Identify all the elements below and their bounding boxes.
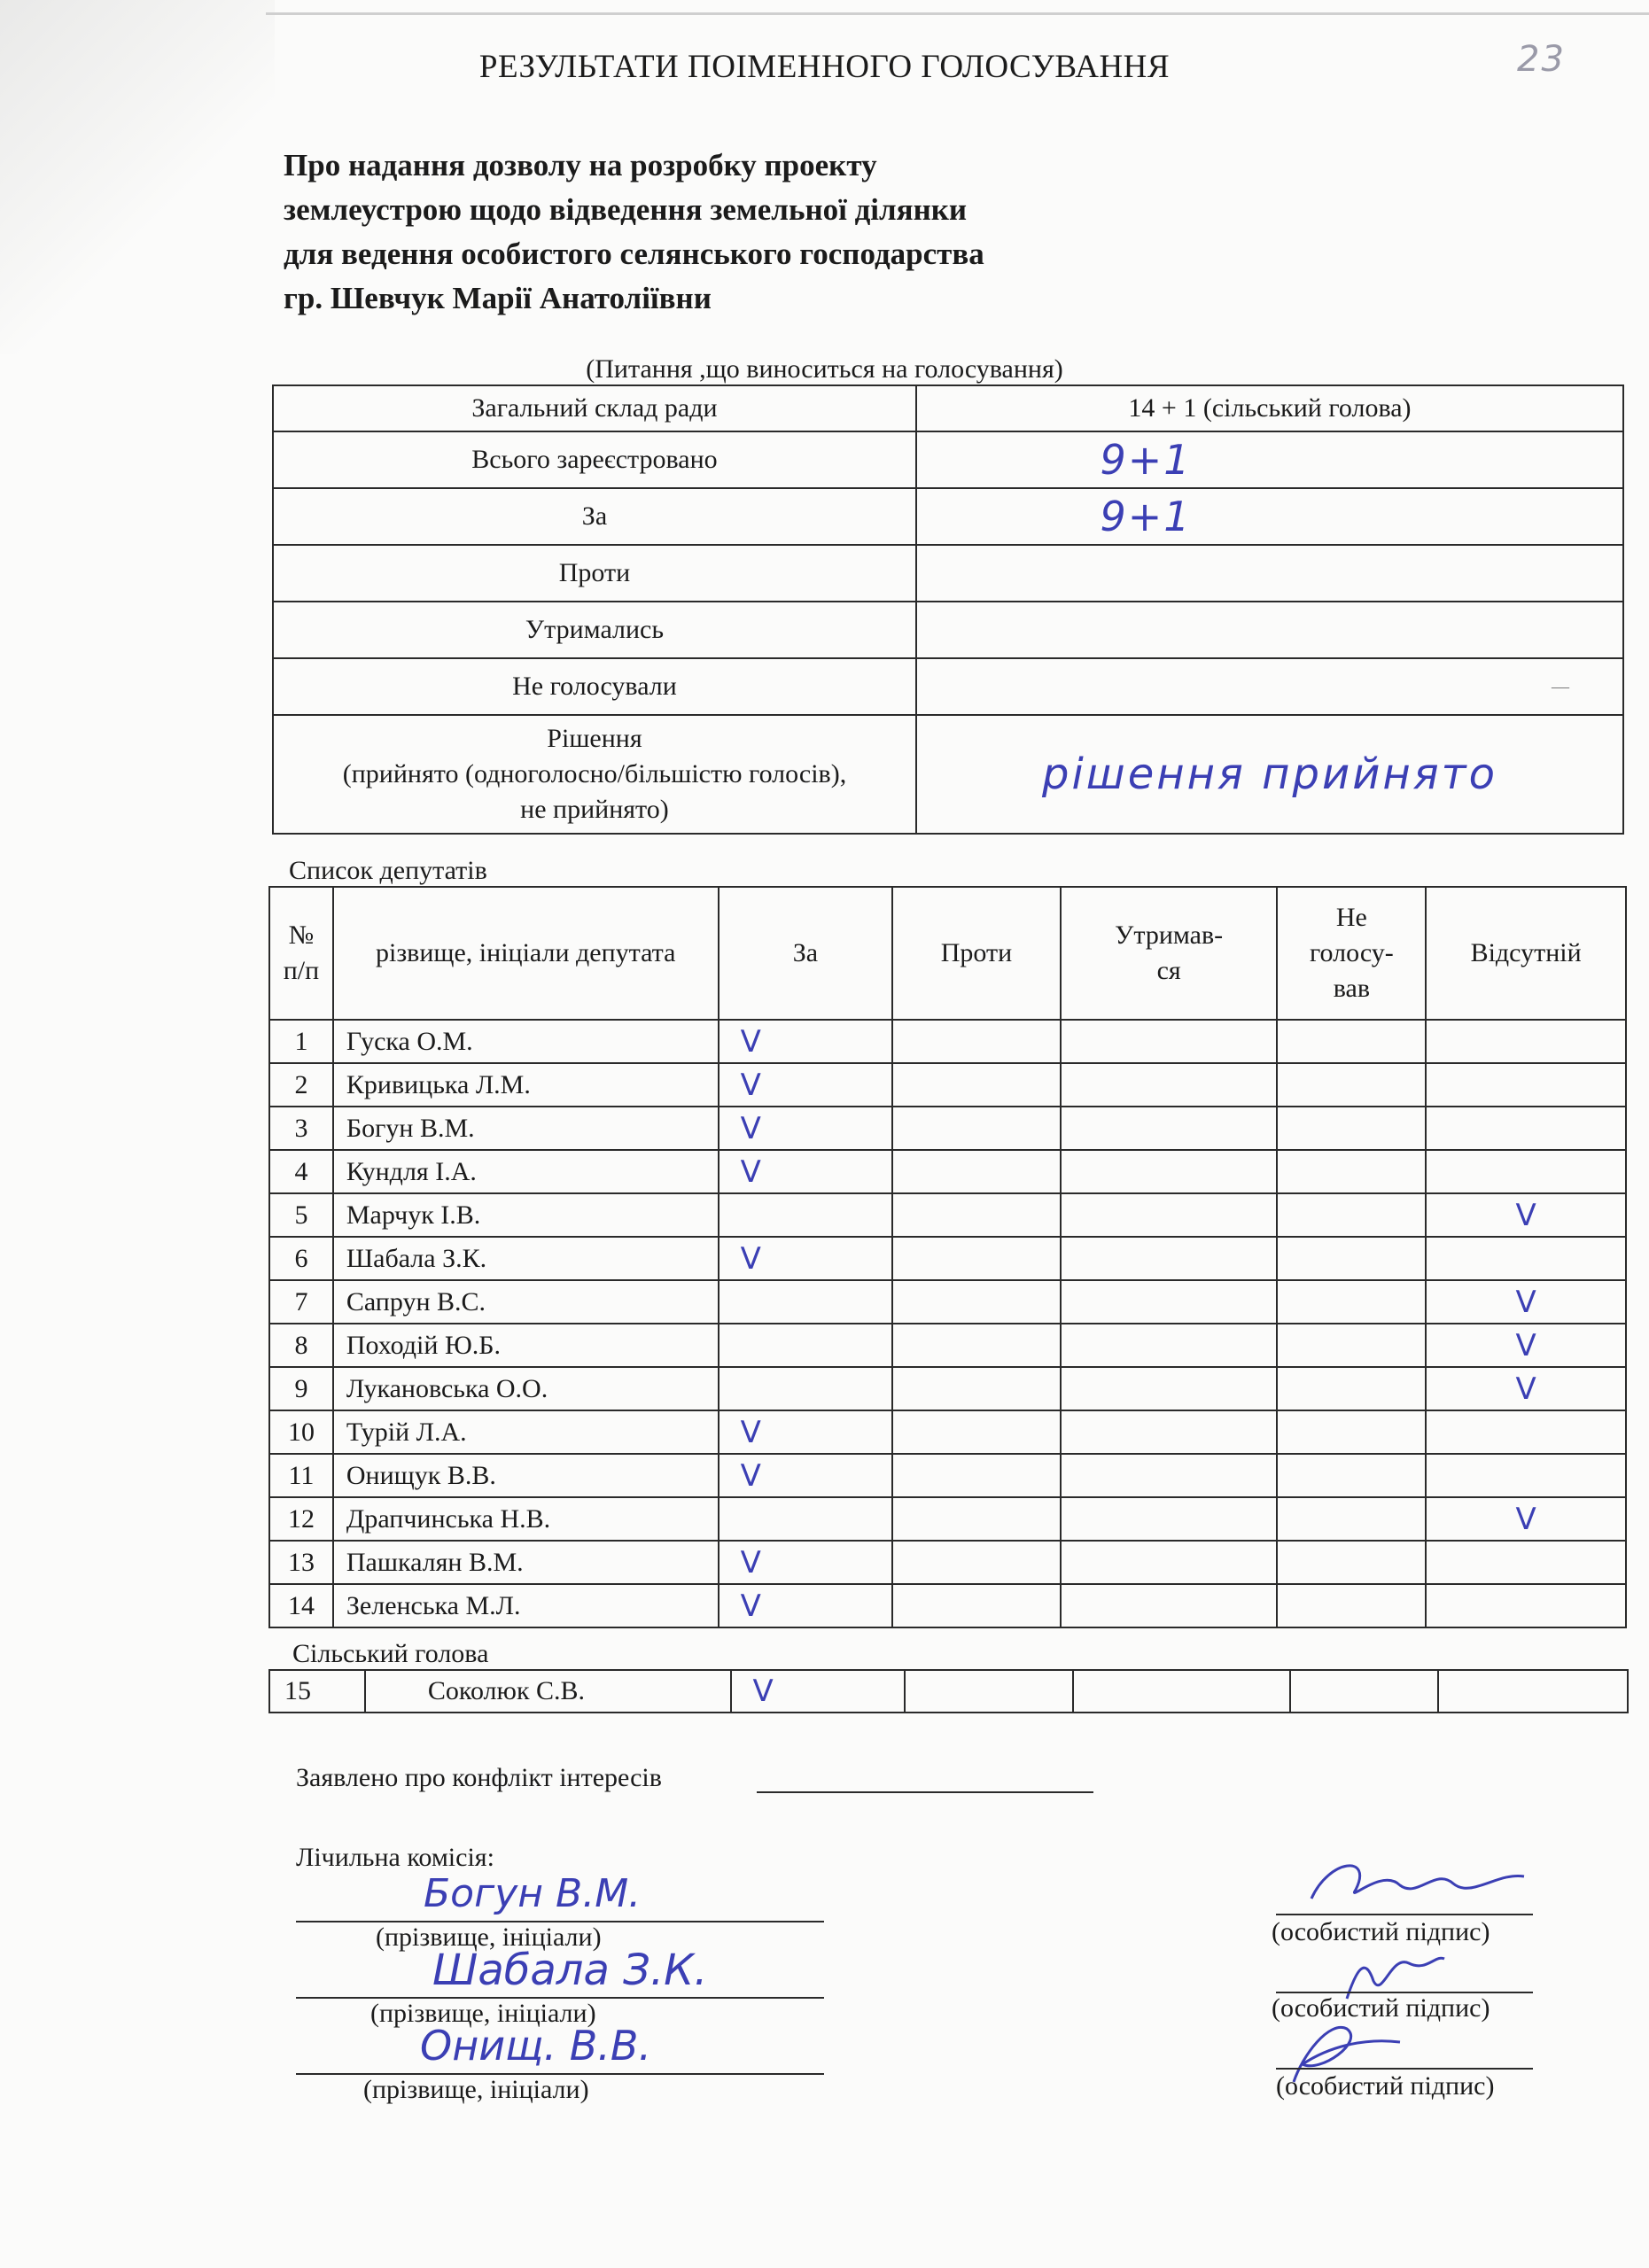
check-mark-icon: V — [740, 1414, 761, 1450]
vote-cell-not-voted — [1277, 1237, 1426, 1280]
summary-row — [273, 658, 1623, 715]
stray-mark: — — [1552, 677, 1569, 696]
deputy-row — [269, 1280, 1626, 1324]
vote-cell-for — [719, 1193, 893, 1237]
summary-row — [273, 385, 1623, 431]
subject-line: Про надання дозволу на розробку проекту — [284, 148, 877, 183]
head-cell — [1438, 1670, 1628, 1713]
vote-cell-absent — [1426, 1020, 1626, 1063]
deputy-num: 14 — [269, 1584, 333, 1627]
decision-label-line: Рішення — [547, 724, 642, 753]
deputy-name: Лукановська О.О. — [333, 1367, 719, 1410]
check-mark-icon: V — [1515, 1284, 1536, 1320]
head-for-cell — [731, 1670, 906, 1713]
deputy-row — [269, 1150, 1626, 1193]
name-caption: (прізвище, ініціали) — [376, 1922, 602, 1952]
handwritten-for-count: 9+1 — [1100, 493, 1192, 540]
vote-cell-abstained — [1061, 1454, 1278, 1497]
vote-cell-abstained — [1061, 1324, 1278, 1367]
decision-value-cell — [916, 715, 1623, 834]
vote-cell-for — [719, 1410, 893, 1454]
deputy-name: Пашкалян В.М. — [333, 1541, 719, 1584]
deputy-num: 6 — [269, 1237, 333, 1280]
vote-cell-for — [719, 1020, 893, 1063]
header-text: Не — [1335, 903, 1367, 932]
vote-cell-for — [719, 1280, 893, 1324]
deputy-num: 4 — [269, 1150, 333, 1193]
check-mark-icon: V — [740, 1023, 761, 1060]
vote-cell-absent — [1426, 1063, 1626, 1107]
vote-cell-absent — [1426, 1367, 1626, 1410]
check-mark-icon: V — [1515, 1501, 1536, 1537]
deputy-name: Зеленська М.Л. — [333, 1584, 719, 1627]
commission-name-handwritten: Шабала З.К. — [432, 1946, 708, 1995]
vote-cell-not-voted — [1277, 1020, 1426, 1063]
vote-cell-for — [719, 1454, 893, 1497]
deputies-caption: Список депутатів — [289, 856, 487, 885]
deputy-row — [269, 1063, 1626, 1107]
head-cell — [905, 1670, 1073, 1713]
deputy-num: 7 — [269, 1280, 333, 1324]
summary-label: Всього зареєстровано — [273, 431, 916, 488]
name-caption: (прізвище, ініціали) — [363, 2075, 589, 2104]
deputy-name: Кундля І.А. — [333, 1150, 719, 1193]
vote-cell-against — [892, 1541, 1061, 1584]
handwritten-registered: 9+1 — [1100, 436, 1192, 484]
decision-label-line: не прийнято) — [520, 795, 669, 824]
vote-cell-for — [719, 1237, 893, 1280]
vote-cell-not-voted — [1277, 1063, 1426, 1107]
head-cell — [1290, 1670, 1439, 1713]
commission-name-handwritten: Богун В.М. — [424, 1871, 642, 1916]
signature-caption: (особистий підпис) — [1272, 1917, 1490, 1946]
header-text: вав — [1333, 974, 1370, 1003]
vote-cell-for — [719, 1324, 893, 1367]
check-mark-icon: V — [740, 1153, 761, 1190]
vote-cell-abstained — [1061, 1237, 1278, 1280]
deputy-rows — [269, 1020, 1626, 1627]
deputy-row — [269, 1541, 1626, 1584]
vote-cell-absent — [1426, 1150, 1626, 1193]
summary-value-cell — [916, 431, 1623, 488]
vote-cell-against — [892, 1584, 1061, 1627]
vote-cell-not-voted — [1277, 1410, 1426, 1454]
vote-cell-not-voted — [1277, 1584, 1426, 1627]
deputy-row — [269, 1454, 1626, 1497]
resolution-subject — [284, 144, 1258, 321]
deputy-row — [269, 1107, 1626, 1150]
deputy-row — [269, 1367, 1626, 1410]
summary-label: За — [273, 488, 916, 545]
vote-cell-abstained — [1061, 1541, 1278, 1584]
summary-decision-row — [273, 715, 1623, 834]
header-text: п/п — [283, 956, 320, 985]
header-text: голосу- — [1309, 938, 1394, 967]
summary-label: Утримались — [273, 602, 916, 658]
vote-cell-for — [719, 1150, 893, 1193]
vote-cell-against — [892, 1193, 1061, 1237]
deputy-num: 8 — [269, 1324, 333, 1367]
deputy-row — [269, 1497, 1626, 1541]
vote-cell-not-voted — [1277, 1280, 1426, 1324]
commission-label: Лічильна комісія: — [296, 1843, 494, 1872]
vote-cell-abstained — [1061, 1150, 1278, 1193]
conflict-blank-line — [757, 1791, 1093, 1793]
col-header-against: Проти — [892, 887, 1061, 1020]
col-header-not-voted — [1277, 887, 1426, 1020]
summary-row — [273, 488, 1623, 545]
summary-label: Проти — [273, 545, 916, 602]
head-row — [269, 1670, 1628, 1713]
deputies-vote-table — [268, 886, 1627, 1628]
check-mark-icon: V — [740, 1544, 761, 1581]
header-text: ся — [1156, 956, 1181, 985]
deputy-num: 10 — [269, 1410, 333, 1454]
vote-cell-abstained — [1061, 1193, 1278, 1237]
subject-line: гр. Шевчук Марії Анатоліївни — [284, 281, 712, 315]
deputy-num: 12 — [269, 1497, 333, 1541]
deputy-row — [269, 1324, 1626, 1367]
check-mark-icon: V — [740, 1110, 761, 1146]
signature-scribble — [1294, 1850, 1533, 1912]
deputy-name: Онищук В.В. — [333, 1454, 719, 1497]
vote-cell-against — [892, 1324, 1061, 1367]
decision-label-line: (прийнято (одноголосно/більшістю голосів), — [342, 759, 847, 788]
vote-cell-absent — [1426, 1280, 1626, 1324]
summary-row — [273, 602, 1623, 658]
deputy-num: 5 — [269, 1193, 333, 1237]
deputy-name: Марчук І.В. — [333, 1193, 719, 1237]
deputy-row — [269, 1584, 1626, 1627]
vote-cell-not-voted — [1277, 1107, 1426, 1150]
vote-cell-absent — [1426, 1497, 1626, 1541]
summary-value-cell — [916, 658, 1623, 715]
vote-cell-absent — [1426, 1584, 1626, 1627]
vote-cell-for — [719, 1541, 893, 1584]
deputy-num: 2 — [269, 1063, 333, 1107]
deputy-name: Гуска О.М. — [333, 1020, 719, 1063]
deputy-num: 1 — [269, 1020, 333, 1063]
vote-cell-abstained — [1061, 1584, 1278, 1627]
document-title: РЕЗУЛЬТАТИ ПОІМЕННОГО ГОЛОСУВАННЯ — [478, 49, 1171, 85]
check-mark-icon: V — [740, 1457, 761, 1494]
vote-cell-not-voted — [1277, 1541, 1426, 1584]
subject-line: землеустрою щодо відведення земельної ділянки — [284, 192, 968, 227]
vote-cell-absent — [1426, 1193, 1626, 1237]
deputy-num: 13 — [269, 1541, 333, 1584]
deputy-num: 11 — [269, 1454, 333, 1497]
deputy-num: 3 — [269, 1107, 333, 1150]
col-header-absent: Відсутній — [1426, 887, 1626, 1020]
vote-cell-for — [719, 1584, 893, 1627]
vote-cell-against — [892, 1237, 1061, 1280]
vote-cell-not-voted — [1277, 1454, 1426, 1497]
vote-cell-against — [892, 1280, 1061, 1324]
header-text: № — [288, 920, 315, 950]
vote-cell-for — [719, 1497, 893, 1541]
vote-summary-table — [272, 384, 1624, 835]
scan-edge-line — [266, 12, 1649, 15]
vote-cell-not-voted — [1277, 1324, 1426, 1367]
summary-label: Не голосували — [273, 658, 916, 715]
vote-cell-abstained — [1061, 1107, 1278, 1150]
deputy-name: Сапрун В.С. — [333, 1280, 719, 1324]
col-header-num — [269, 887, 333, 1020]
summary-value — [916, 602, 1623, 658]
deputy-name: Драпчинська Н.В. — [333, 1497, 719, 1541]
deputy-name: Богун В.М. — [333, 1107, 719, 1150]
signature-caption: (особистий підпис) — [1272, 1993, 1490, 2023]
header-text: Утримав- — [1115, 920, 1224, 950]
check-mark-icon: V — [740, 1588, 761, 1624]
vote-cell-against — [892, 1150, 1061, 1193]
question-caption: (Питання ,що виноситься на голосування) — [586, 354, 1063, 384]
signature-line — [1276, 2068, 1533, 2070]
check-mark-icon: V — [752, 1674, 774, 1709]
col-header-abstained — [1061, 887, 1278, 1020]
head-num: 15 — [269, 1670, 365, 1713]
vote-cell-abstained — [1061, 1020, 1278, 1063]
vote-cell-not-voted — [1277, 1497, 1426, 1541]
vote-cell-against — [892, 1020, 1061, 1063]
vote-cell-for — [719, 1107, 893, 1150]
head-cell — [1073, 1670, 1290, 1713]
vote-cell-not-voted — [1277, 1367, 1426, 1410]
col-header-for: За — [719, 887, 893, 1020]
deputy-row — [269, 1193, 1626, 1237]
conflict-label: Заявлено про конфлікт інтересів — [296, 1763, 662, 1792]
vote-cell-absent — [1426, 1454, 1626, 1497]
commission-name-handwritten: Онищ. В.В. — [420, 2022, 652, 2070]
deputy-name: Походій Ю.Б. — [333, 1324, 719, 1367]
check-mark-icon: V — [740, 1067, 761, 1103]
deputy-name: Шабала З.К. — [333, 1237, 719, 1280]
vote-cell-against — [892, 1410, 1061, 1454]
check-mark-icon: V — [740, 1240, 761, 1277]
check-mark-icon: V — [1515, 1197, 1536, 1233]
vote-cell-abstained — [1061, 1497, 1278, 1541]
head-name: Соколюк С.В. — [365, 1670, 731, 1713]
vote-cell-against — [892, 1107, 1061, 1150]
summary-value — [916, 545, 1623, 602]
check-mark-icon: V — [1515, 1371, 1536, 1407]
deputies-header-row — [269, 887, 1626, 1020]
deputy-num: 9 — [269, 1367, 333, 1410]
village-head-table — [268, 1669, 1629, 1713]
deputy-name: Кривицька Л.М. — [333, 1063, 719, 1107]
vote-cell-abstained — [1061, 1280, 1278, 1324]
deputy-row — [269, 1020, 1626, 1063]
col-header-name: різвище, ініціали депутата — [333, 887, 719, 1020]
vote-cell-absent — [1426, 1237, 1626, 1280]
vote-cell-not-voted — [1277, 1193, 1426, 1237]
vote-cell-against — [892, 1497, 1061, 1541]
vote-cell-for — [719, 1063, 893, 1107]
summary-label: Загальний склад ради — [273, 385, 916, 431]
name-caption: (прізвище, ініціали) — [370, 1999, 596, 2028]
decision-label — [273, 715, 916, 834]
head-caption: Сільський голова — [292, 1639, 489, 1668]
summary-row — [273, 545, 1623, 602]
vote-cell-abstained — [1061, 1063, 1278, 1107]
vote-cell-against — [892, 1454, 1061, 1497]
vote-cell-abstained — [1061, 1367, 1278, 1410]
vote-cell-absent — [1426, 1410, 1626, 1454]
vote-cell-against — [892, 1367, 1061, 1410]
vote-cell-abstained — [1061, 1410, 1278, 1454]
page-number: 23 — [1517, 39, 1566, 80]
vote-cell-against — [892, 1063, 1061, 1107]
deputy-row — [269, 1237, 1626, 1280]
signature-caption: (особистий підпис) — [1276, 2071, 1495, 2101]
check-mark-icon: V — [1515, 1327, 1536, 1363]
vote-cell-absent — [1426, 1107, 1626, 1150]
vote-cell-for — [719, 1367, 893, 1410]
deputy-row — [269, 1410, 1626, 1454]
deputy-name: Турій Л.А. — [333, 1410, 719, 1454]
subject-line: для ведення особистого селянського господарства — [284, 237, 984, 271]
vote-cell-not-voted — [1277, 1150, 1426, 1193]
handwritten-decision: рішення прийнято — [1041, 750, 1497, 799]
summary-value-cell — [916, 488, 1623, 545]
vote-cell-absent — [1426, 1324, 1626, 1367]
summary-value: 14 + 1 (сільський голова) — [916, 385, 1623, 431]
vote-cell-absent — [1426, 1541, 1626, 1584]
summary-row — [273, 431, 1623, 488]
signature-line — [1276, 1914, 1533, 1915]
